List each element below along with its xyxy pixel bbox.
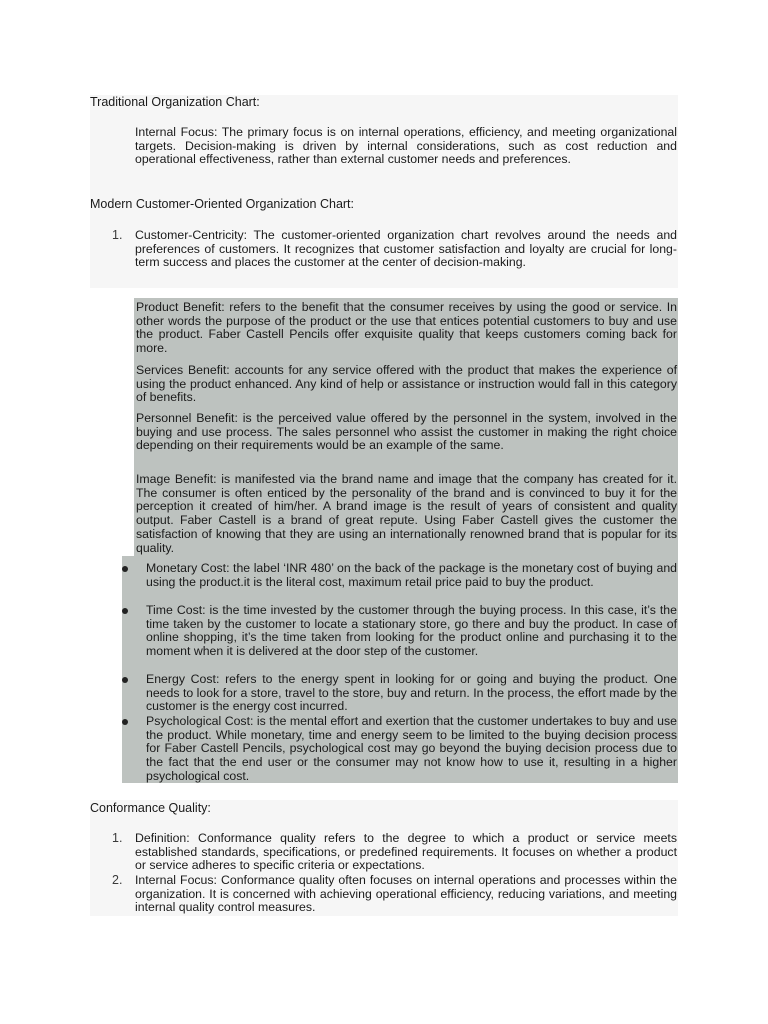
list-item-energy-cost: Energy Cost: refers to the energy spent in looking for or going and buying the product. One needs to look for a store, travel to the store, buy and return. In the process, the effort made by the customer is the energy cost incurred. xyxy=(146,672,677,714)
paragraph-internal-focus: Internal Focus: The primary focus is on internal operations, efficiency, and meeting organizational targets. Decision-making is driven by internal considerations, such as cost reduction and operational effectiveness, rather than external customer needs and preferences. xyxy=(135,125,677,167)
paragraph-image-benefit: Image Benefit: is manifested via the brand name and image that the company has created for it. The consumer is often enticed by the personality of the brand and is convinced to buy it for the perception it created of him/her. A brand image is the result of years of consistent and quality output. Faber Castell is a brand of great repute. Using Faber Castell gives the customer the satisfaction of knowing that they are using an internationally renowned brand that is popular for its quality. xyxy=(136,472,677,555)
paragraph-product-benefit: Product Benefit: refers to the benefit that the consumer receives by using the good or service. In other words the purpose of the product or the use that entices potential customers to buy and use the product. Faber Castell Pencils offer exquisite quality that keeps customers coming back for more. xyxy=(136,300,677,356)
list-item-definition: Definition: Conformance quality refers to the degree to which a product or service meets established standards, specifications, or predefined requirements. It focuses on whether a product or service adheres to specific criteria or expectations. xyxy=(135,831,677,873)
list-number: 1. xyxy=(112,831,123,845)
bullet-icon xyxy=(122,719,128,725)
list-item-monetary-cost: Monetary Cost: the label ‘INR 480’ on the back of the package is the monetary cost of buying and using the product.it is the literal cost, maximum retail price paid to buy the product. xyxy=(146,561,677,589)
list-number: 2. xyxy=(112,873,123,887)
list-item-customer-centricity: Customer-Centricity: The customer-oriented organization chart revolves around the needs and preferences of customers. It recognizes that customer satisfaction and loyalty are crucial for long-term success and places the customer at the center of decision-making. xyxy=(135,228,677,270)
list-item-time-cost: Time Cost: is the time invested by the customer through the buying process. In this case, it’s the time taken by the customer to locate a stationary store, go there and buy the product. In case of online shopping, it’s the time taken from looking for the product online and purchasing it to the moment when it is delivered at the door step of the customer. xyxy=(146,603,677,659)
bullet-icon xyxy=(122,677,128,683)
section-heading-traditional: Traditional Organization Chart: xyxy=(90,95,260,109)
paragraph-personnel-benefit: Personnel Benefit: is the perceived value offered by the personnel in the system, involved in the buying and use process. The sales personnel who assist the customer in making the right choice depending on their requirements would be an example of the same. xyxy=(136,411,677,453)
section-heading-conformance: Conformance Quality: xyxy=(90,801,211,815)
bullet-icon xyxy=(122,608,128,614)
list-item-psychological-cost: Psychological Cost: is the mental effort and exertion that the customer undertakes to buy and use the product. While monetary, time and energy seem to be limited to the buying decision process for Faber Castell Pencils, psychological cost may go beyond the buying decision process due to the fact that the end user or the consumer may not know how to use it, resulting in a higher psychological cost. xyxy=(146,714,677,783)
section-heading-modern: Modern Customer-Oriented Organization Chart: xyxy=(90,197,355,211)
list-item-internal-focus: Internal Focus: Conformance quality often focuses on internal operations and processes within the organization. It is concerned with achieving operational efficiency, reducing variations, and meeting internal quality control measures. xyxy=(135,873,677,915)
list-number: 1. xyxy=(112,228,123,242)
paragraph-services-benefit: Services Benefit: accounts for any service offered with the product that makes the experience of using the product enhanced. Any kind of help or assistance or instruction would fall in this category of benefits. xyxy=(136,363,677,405)
bullet-icon xyxy=(122,566,128,572)
